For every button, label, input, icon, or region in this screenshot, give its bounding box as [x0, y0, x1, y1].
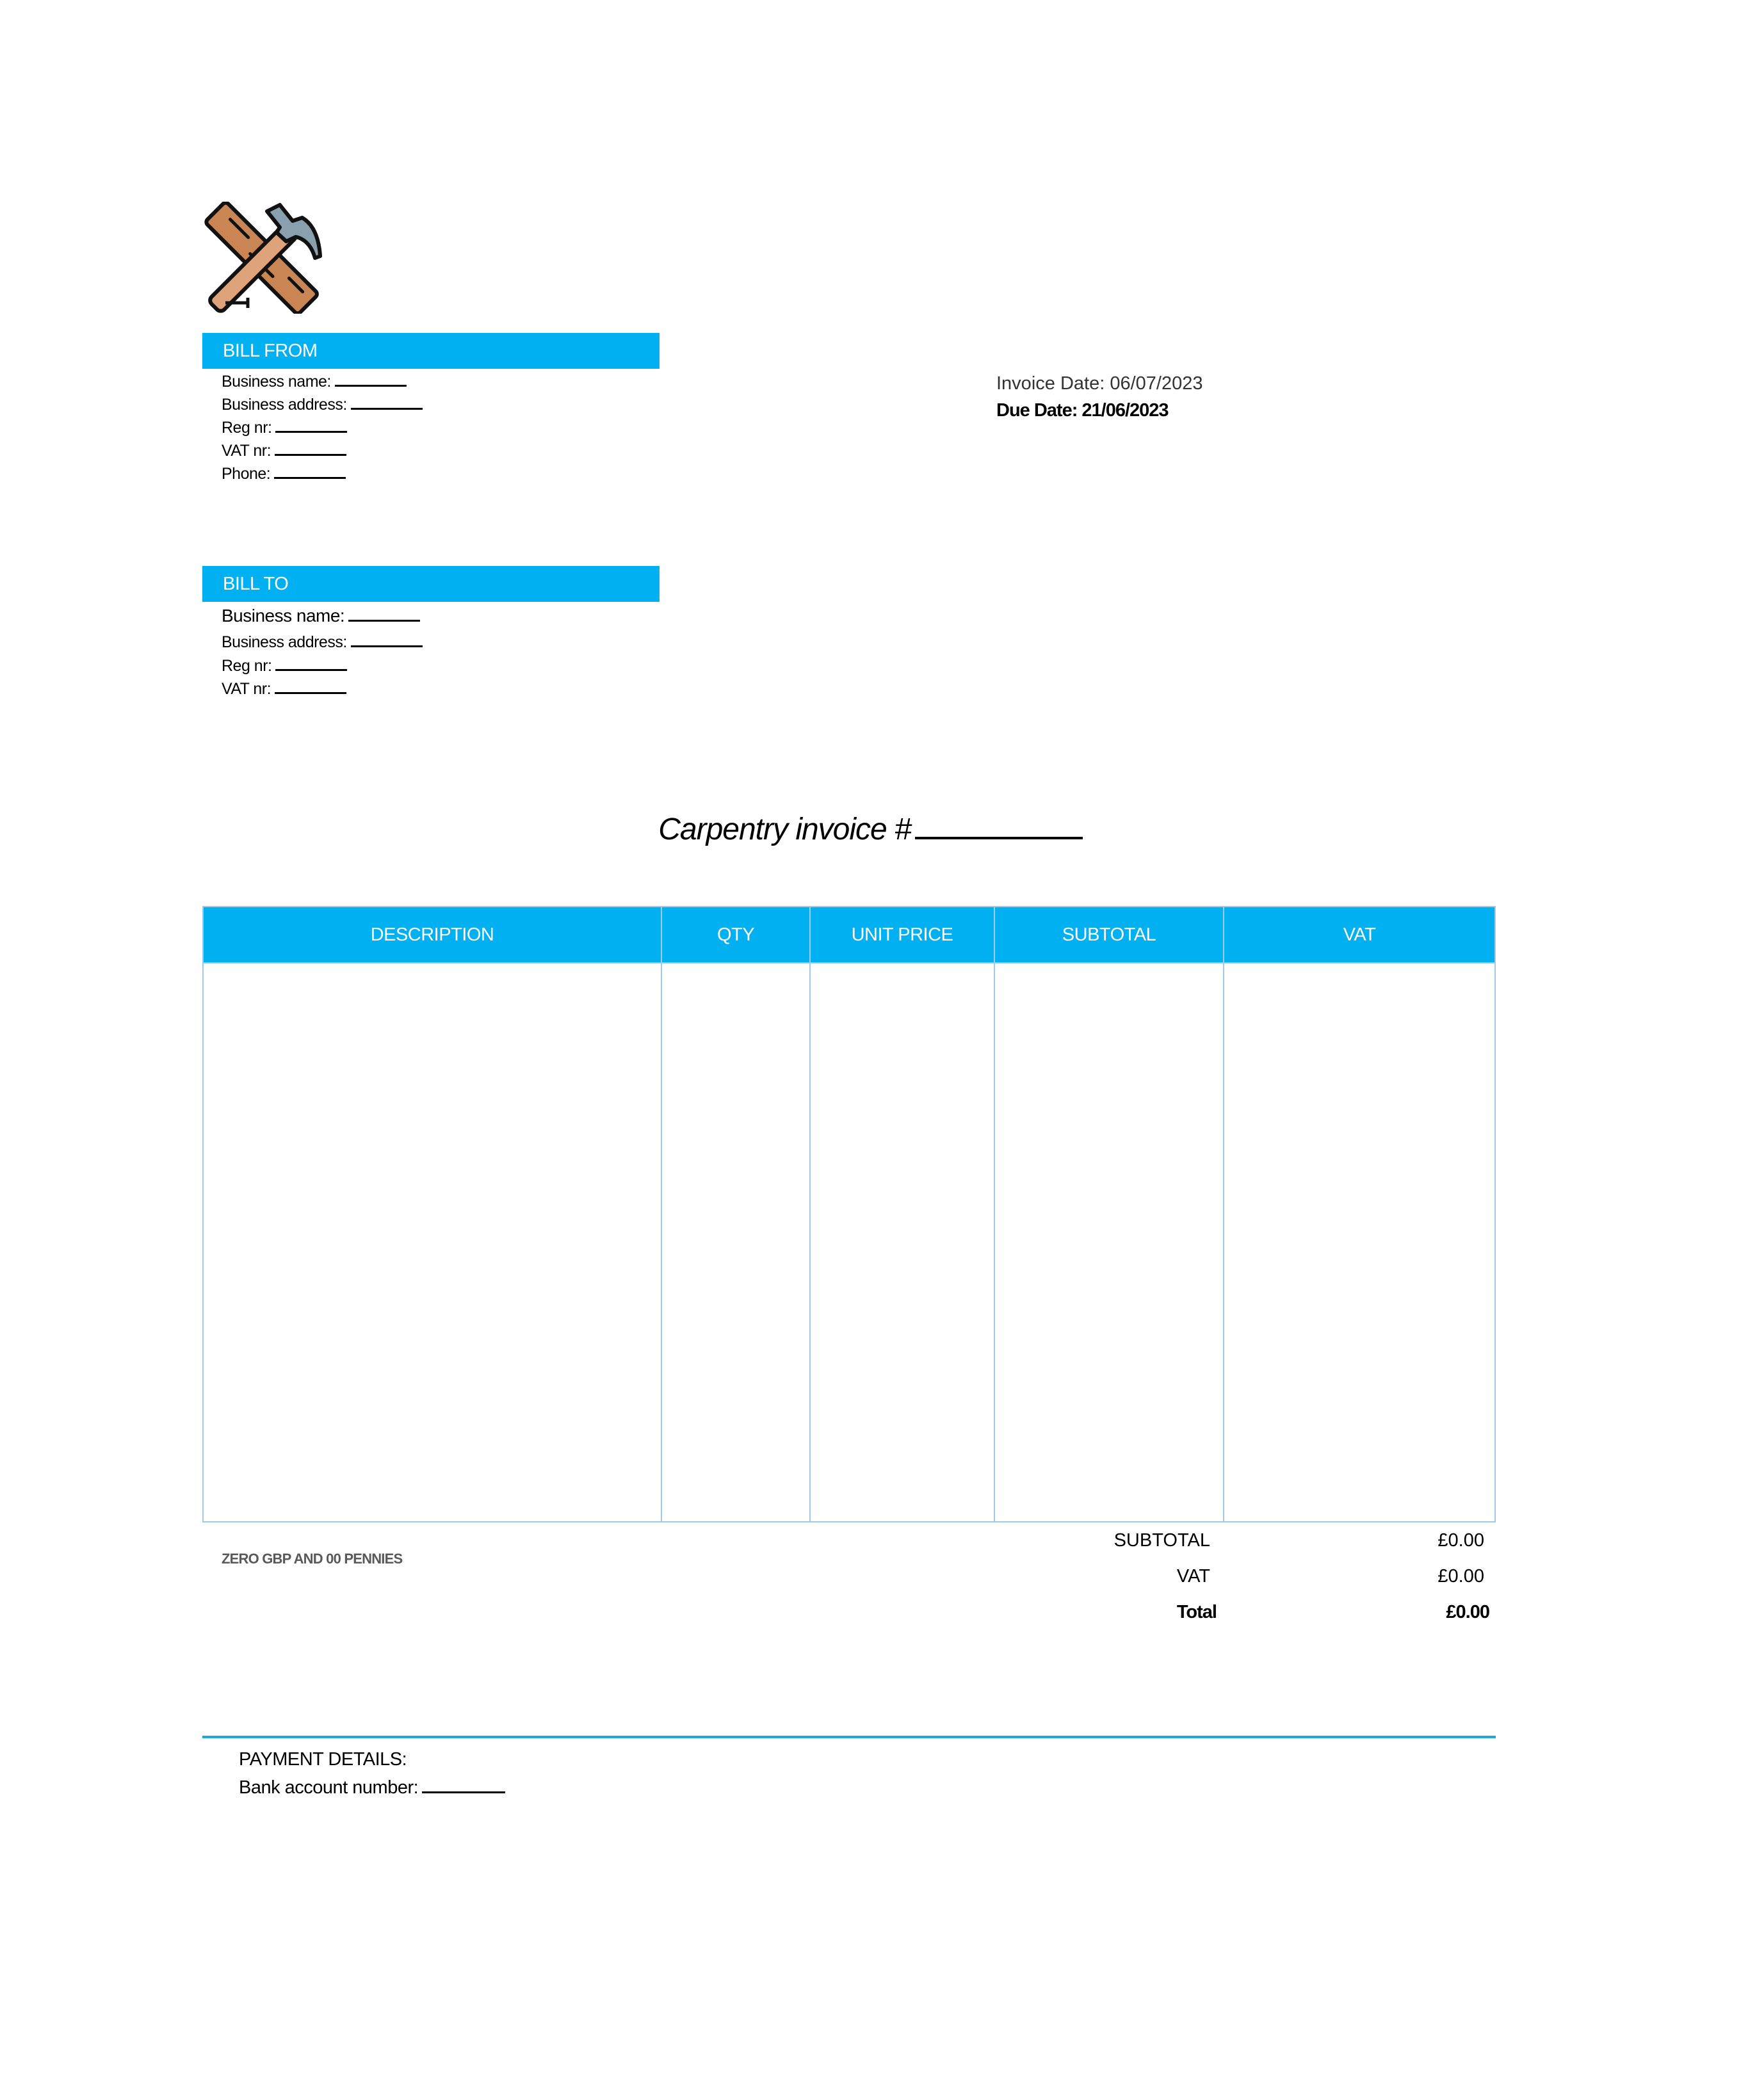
blank-line[interactable] [275, 440, 346, 456]
blank-line[interactable] [275, 417, 347, 433]
col-unit-price: UNIT PRICE [851, 925, 953, 945]
bank-account-field[interactable] [239, 1773, 505, 1802]
bill-from-fields [222, 370, 423, 485]
invoice-title [0, 812, 1741, 847]
due-date: Due Date: 21/06/2023 [996, 400, 1169, 421]
blank-line[interactable] [348, 606, 420, 622]
total-label: Total [1176, 1602, 1217, 1622]
field-label: Business name: [222, 606, 345, 626]
bill-from-reg-nr[interactable] [222, 416, 423, 439]
blank-line[interactable] [351, 631, 423, 647]
invoice-date: Invoice Date: 06/07/2023 [996, 373, 1203, 394]
bill-from-phone[interactable] [222, 462, 423, 485]
line-items-table [202, 906, 1496, 1522]
invoice-title-text: Carpentry invoice # [658, 812, 911, 846]
bill-to-heading: BILL TO [223, 574, 289, 594]
field-label: VAT nr: [222, 680, 271, 698]
bill-to-reg-nr[interactable] [222, 654, 423, 677]
field-label: Reg nr: [222, 657, 272, 675]
bill-from-business-address[interactable] [222, 393, 423, 416]
field-label: Business address: [222, 633, 347, 651]
blank-line[interactable] [335, 371, 407, 387]
payment-heading: PAYMENT DETAILS: [239, 1749, 407, 1770]
bill-from-header [202, 333, 660, 369]
payment-divider [202, 1736, 1496, 1738]
invoice-number-blank[interactable] [915, 814, 1083, 839]
blank-line[interactable] [275, 655, 347, 671]
bill-to-vat-nr[interactable] [222, 677, 423, 700]
col-description: DESCRIPTION [370, 925, 494, 945]
subtotal-value: £0.00 [1437, 1530, 1484, 1551]
bill-to-fields [222, 602, 423, 700]
bill-from-vat-nr[interactable] [222, 439, 423, 462]
blank-line[interactable] [351, 394, 423, 410]
bill-to-header [202, 566, 660, 602]
bill-from-business-name[interactable] [222, 370, 423, 393]
field-label: Reg nr: [222, 419, 272, 437]
field-label: Bank account number: [239, 1777, 419, 1798]
vat-label: VAT [1176, 1566, 1210, 1587]
hammer-and-plank-icon [200, 202, 325, 314]
field-label: Business address: [222, 396, 347, 414]
invoice-dates [996, 370, 1203, 424]
blank-line[interactable] [422, 1777, 505, 1793]
field-label: Phone: [222, 465, 271, 483]
total-value: £0.00 [1446, 1602, 1489, 1622]
col-subtotal: SUBTOTAL [1062, 925, 1156, 945]
amount-in-words: ZERO GBP AND 00 PENNIES [222, 1551, 403, 1567]
logo-hammer-plank [200, 202, 325, 314]
field-label: Business name: [222, 373, 331, 391]
vat-value: £0.00 [1437, 1566, 1484, 1587]
subtotal-label: SUBTOTAL [1113, 1530, 1210, 1551]
bill-to-business-address[interactable] [222, 630, 423, 654]
col-vat: VAT [1343, 925, 1376, 945]
table-body[interactable] [204, 964, 1494, 1521]
bill-to-business-name[interactable] [222, 602, 423, 630]
blank-line[interactable] [274, 463, 346, 479]
field-label: VAT nr: [222, 442, 271, 460]
table-header [204, 907, 1494, 962]
payment-details [239, 1745, 505, 1802]
col-qty: QTY [717, 925, 755, 945]
blank-line[interactable] [275, 678, 346, 694]
bill-from-heading: BILL FROM [223, 341, 318, 361]
